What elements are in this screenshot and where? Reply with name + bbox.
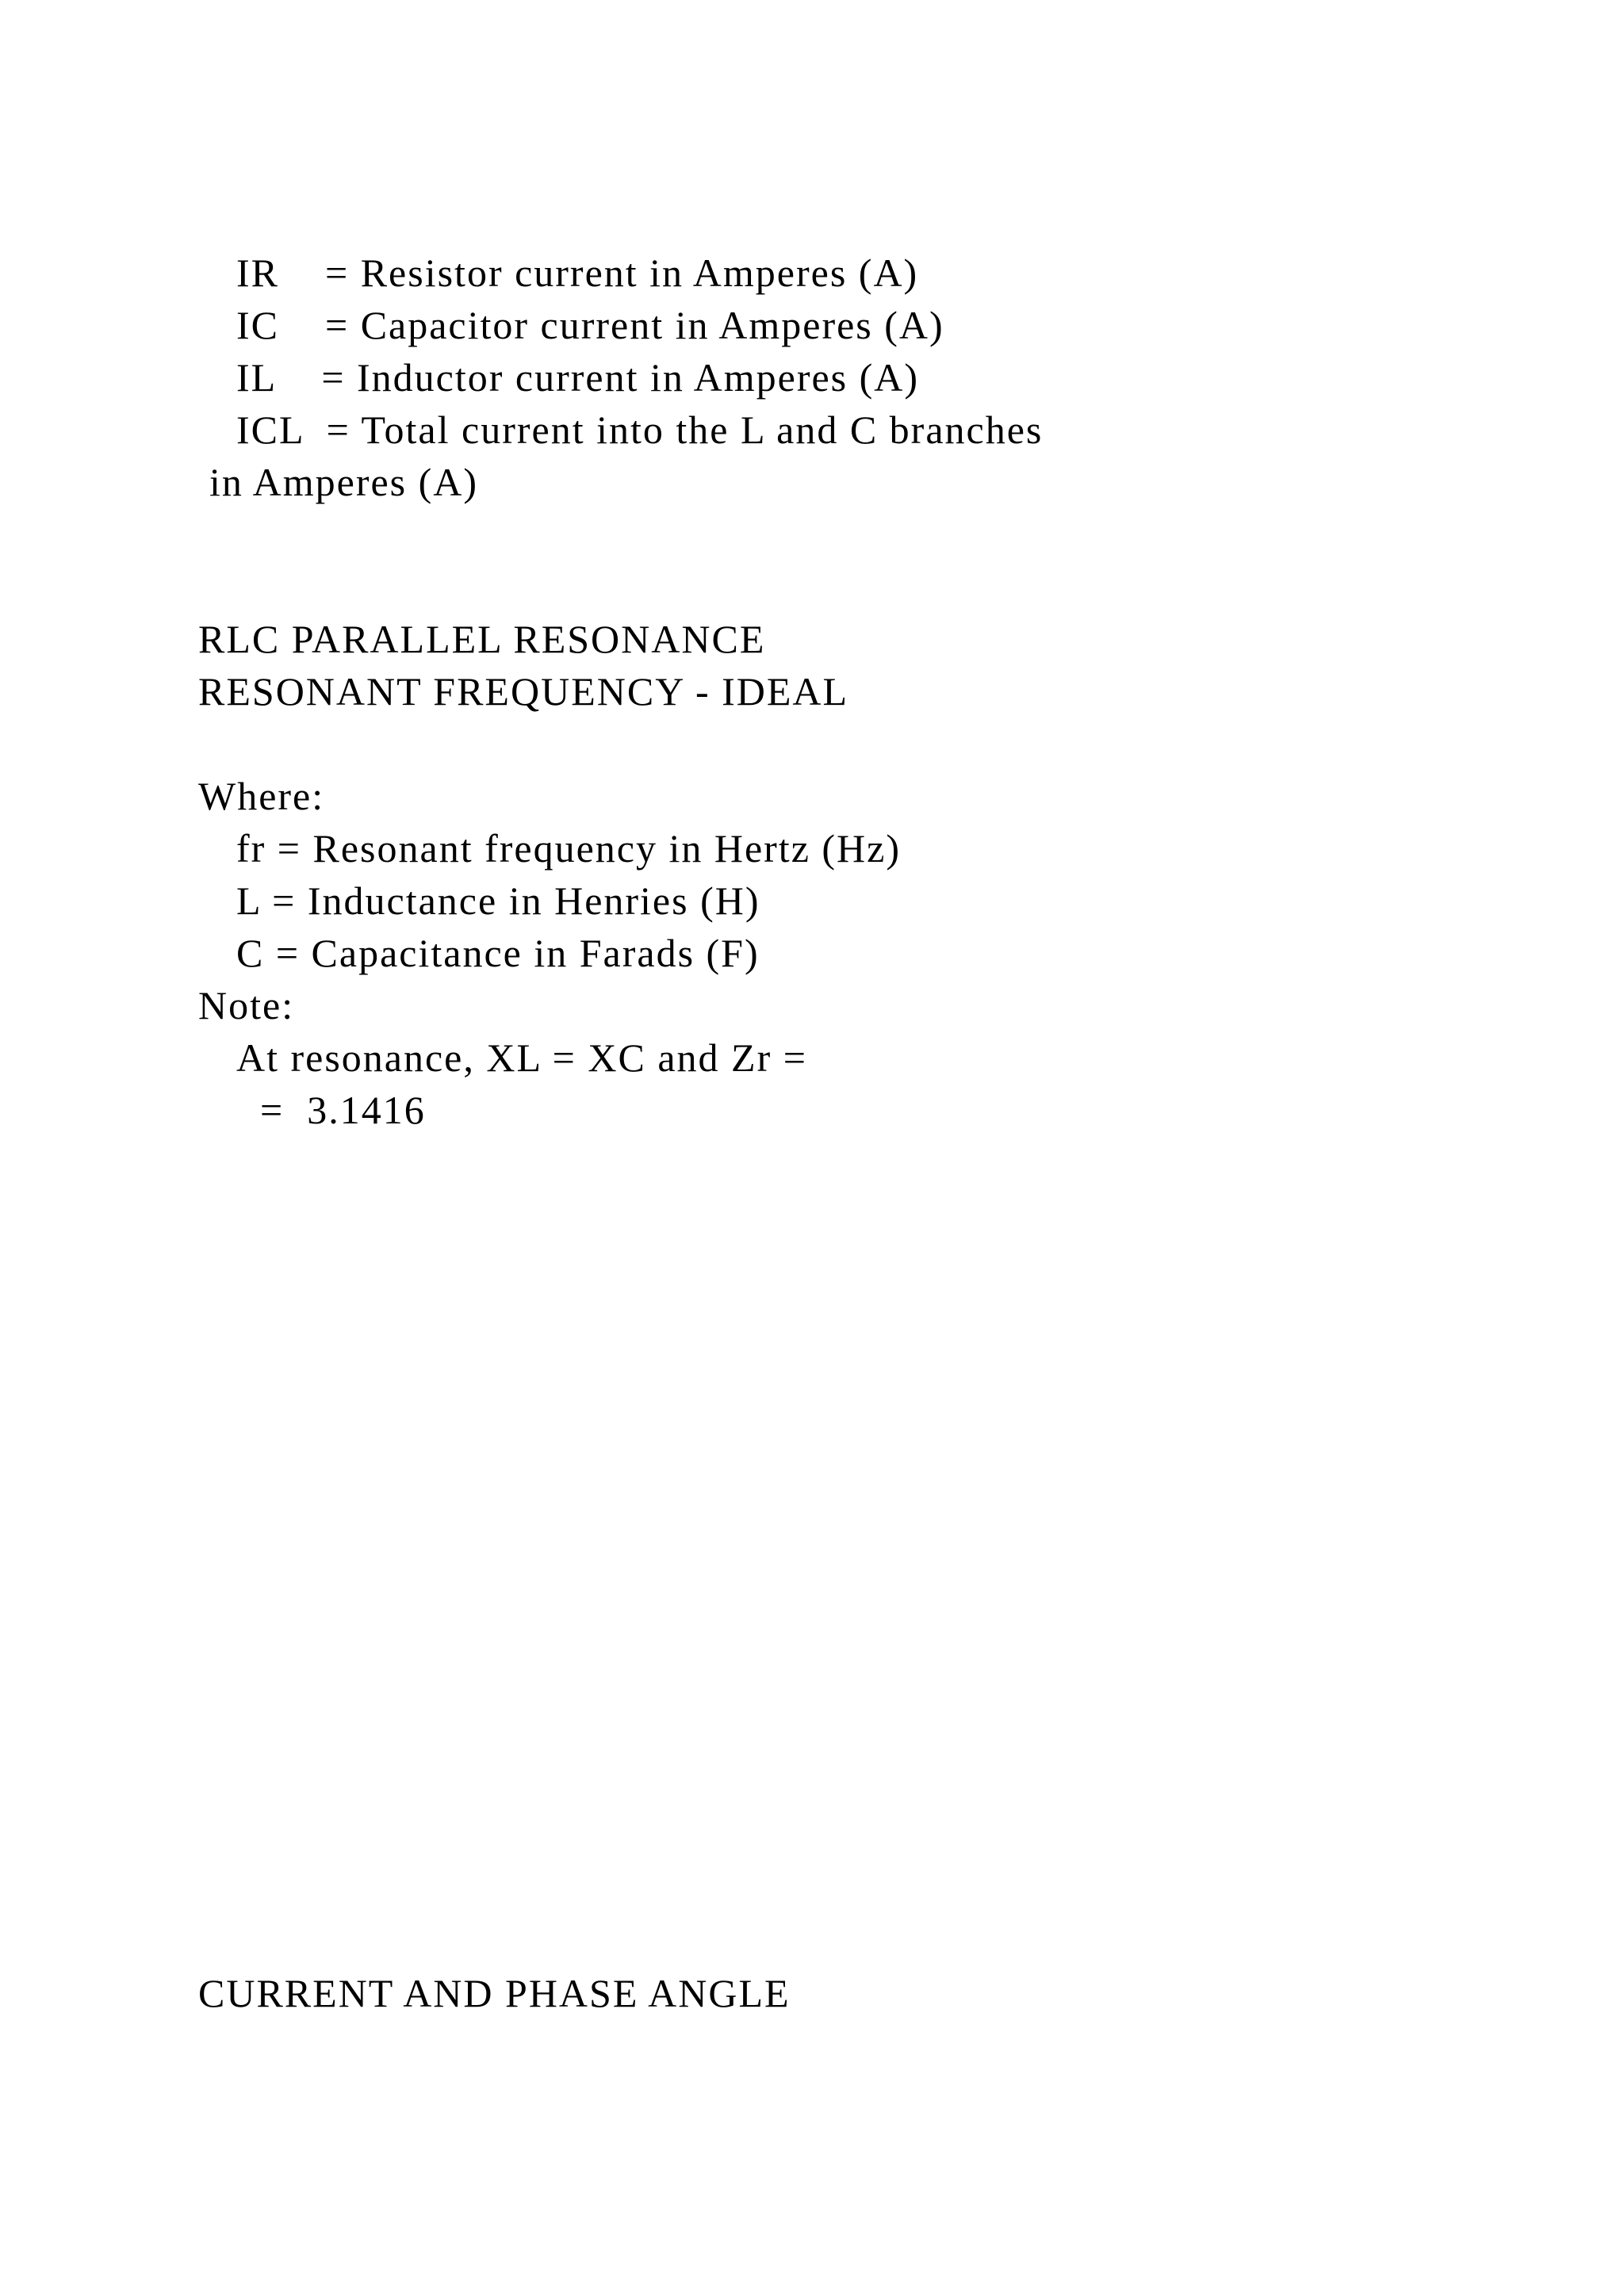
where-item-l: L = Inductance in Henries (H) — [236, 878, 760, 923]
definition-icl: ICL = Total current into the L and C branches — [236, 408, 1044, 452]
where-item-fr: fr = Resonant frequency in Hertz (Hz) — [236, 826, 901, 871]
where-item-c: C = Capacitance in Farads (F) — [236, 931, 760, 975]
where-label: Where: — [198, 774, 325, 818]
definition-ic: IC = Capacitor current in Amperes (A) — [236, 303, 944, 347]
section-title: RLC PARALLEL RESONANCE — [198, 617, 766, 661]
note-pi-value: = 3.1416 — [260, 1088, 426, 1132]
definition-ir: IR = Resistor current in Amperes (A) — [236, 251, 919, 295]
definition-icl-continued: in Amperes (A) — [209, 460, 479, 504]
section-subtitle: RESONANT FREQUENCY - IDEAL — [198, 669, 849, 714]
next-section-title: CURRENT AND PHASE ANGLE — [198, 1971, 791, 2015]
note-text: At resonance, XL = XC and Zr = — [236, 1035, 807, 1080]
note-label: Note: — [198, 983, 295, 1027]
definition-il: IL = Inductor current in Amperes (A) — [236, 355, 920, 400]
